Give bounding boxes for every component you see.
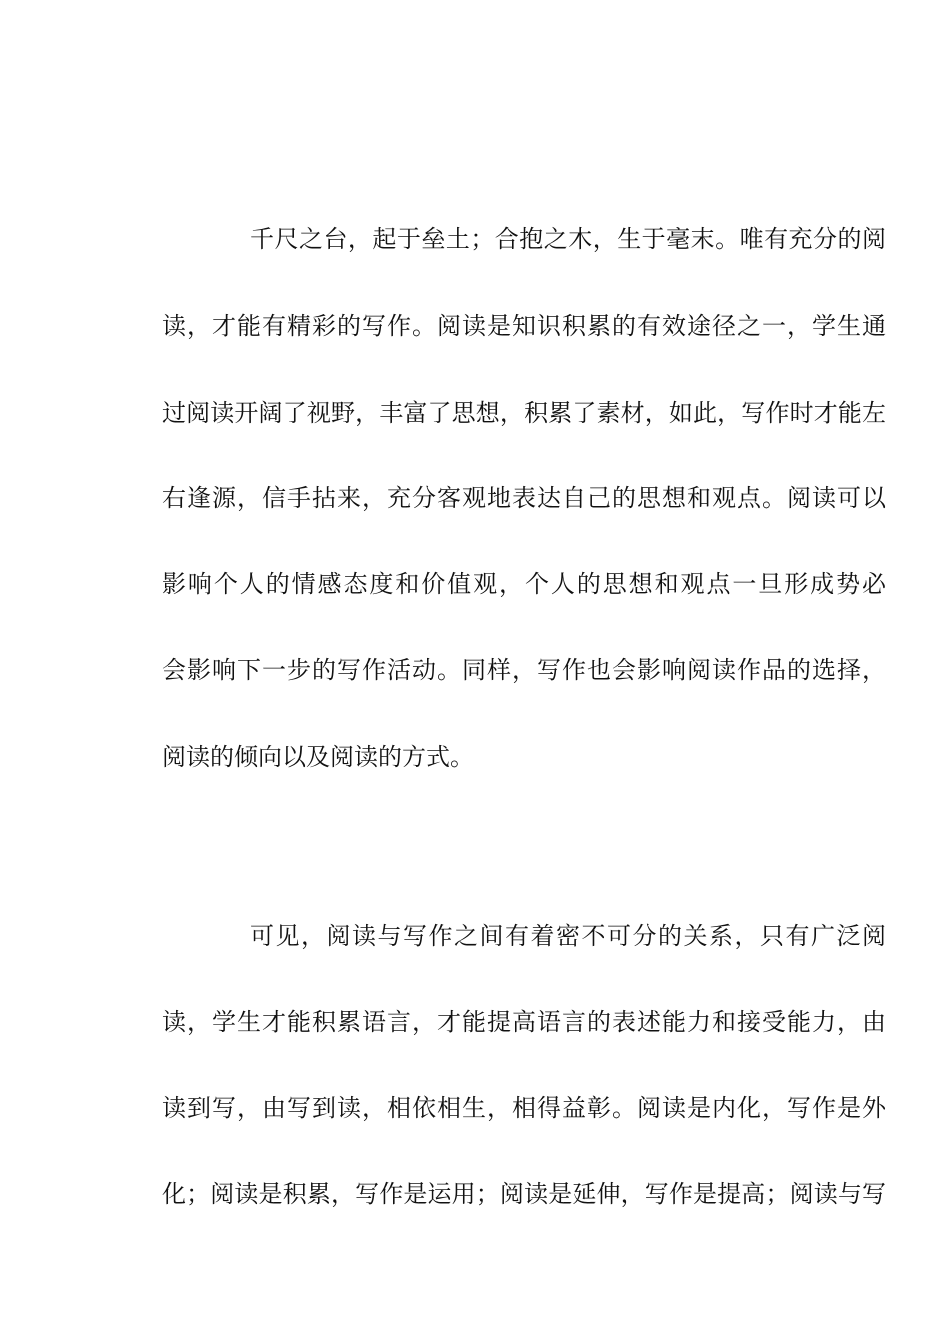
paragraph-line: 右逢源，信手拈来，充分客观地表达自己的思想和观点。阅读可以	[162, 484, 886, 512]
paragraph-line: 读，才能有精彩的写作。阅读是知识积累的有效途径之一，学生通	[162, 312, 886, 340]
paragraph-line: 化；阅读是积累，写作是运用；阅读是延伸，写作是提高；阅读与写	[162, 1180, 886, 1208]
paragraph-line: 千尺之台，起于垒土；合抱之木，生于毫末。唯有充分的阅	[250, 225, 886, 253]
paragraph-line: 过阅读开阔了视野，丰富了思想，积累了素材，如此，写作时才能左	[162, 399, 886, 427]
paragraph-line: 会影响下一步的写作活动。同样，写作也会影响阅读作品的选择，	[162, 656, 886, 684]
paragraph-line: 阅读的倾向以及阅读的方式。	[162, 743, 474, 771]
paragraph-line: 读到写，由写到读，相依相生，相得益彰。阅读是内化，写作是外	[162, 1094, 886, 1122]
paragraph-line: 可见，阅读与写作之间有着密不可分的关系，只有广泛阅	[250, 922, 886, 950]
paragraph-line: 读，学生才能积累语言，才能提高语言的表述能力和接受能力，由	[162, 1008, 886, 1036]
paragraph-line: 影响个人的情感态度和价值观，个人的思想和观点一旦形成势必	[162, 570, 886, 598]
